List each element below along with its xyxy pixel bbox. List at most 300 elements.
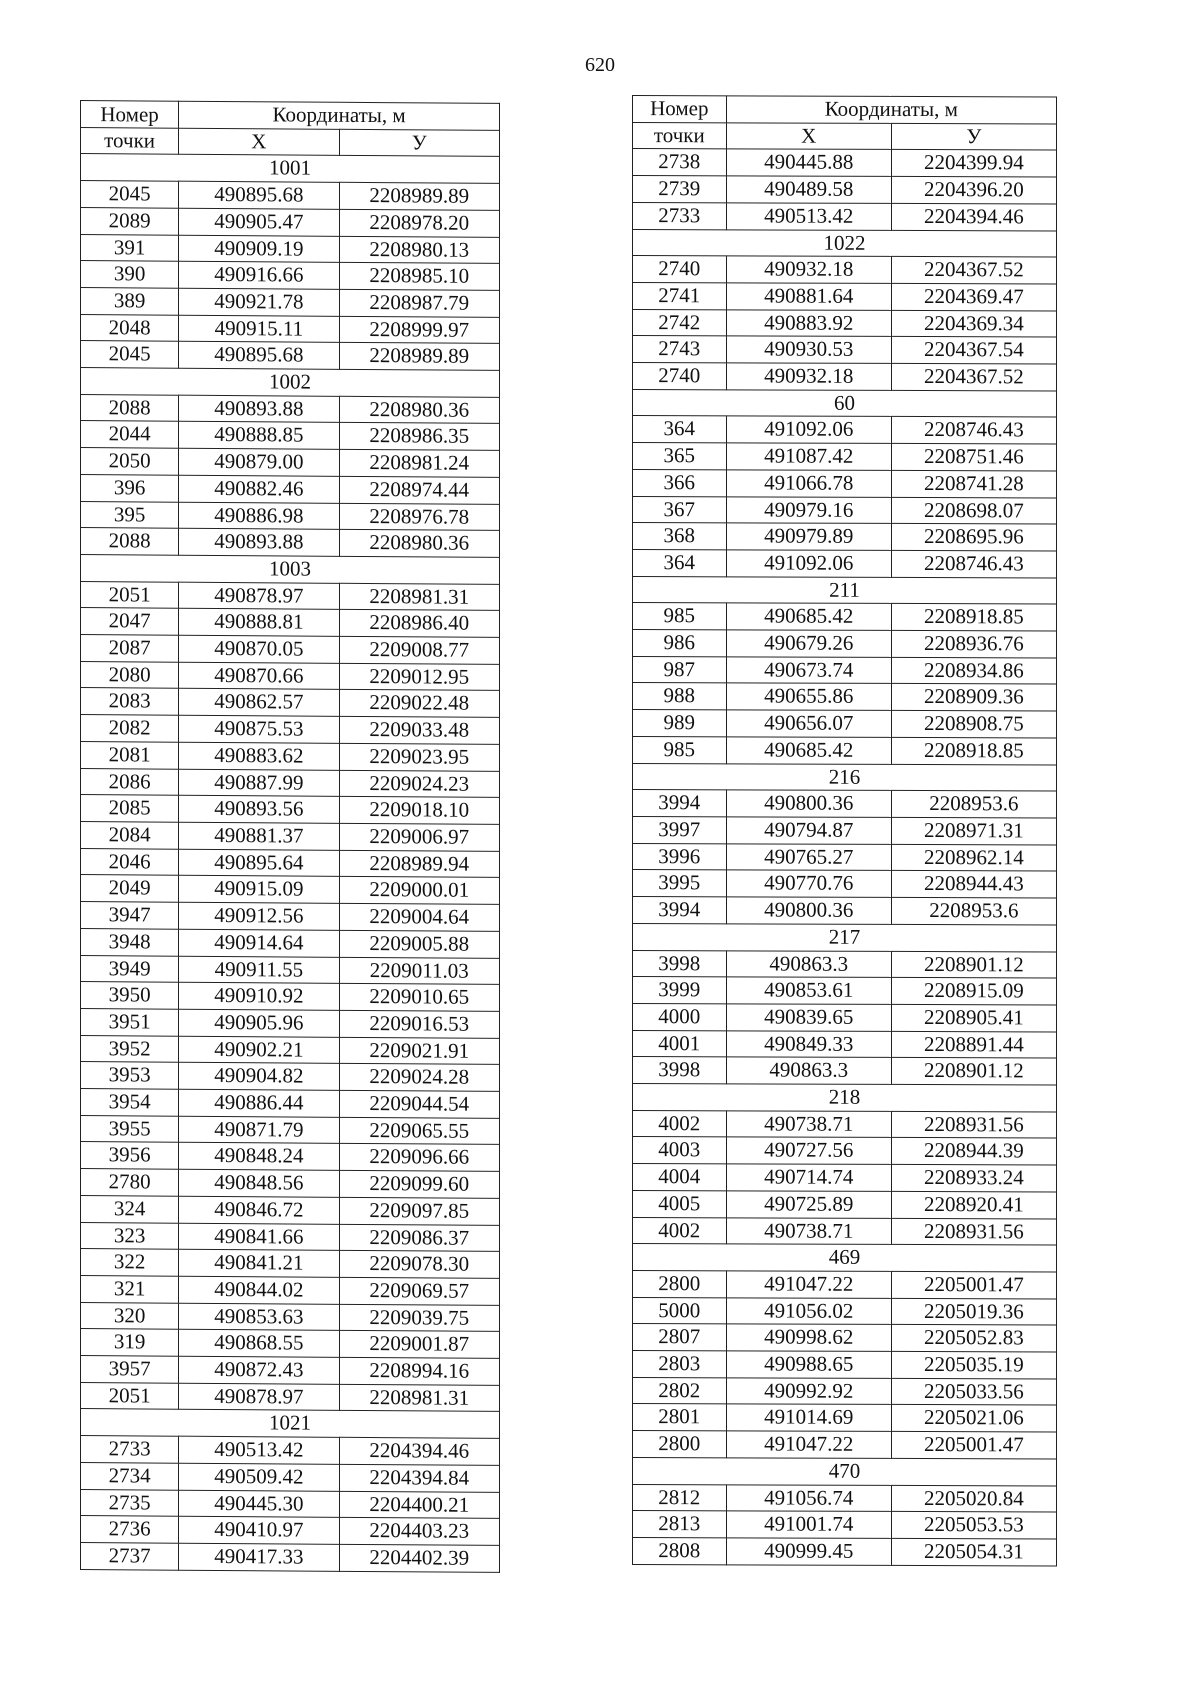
x-coordinate-cell: 490888.85 bbox=[179, 422, 339, 450]
table-row bbox=[81, 635, 500, 665]
y-coordinate-cell: 2205053.53 bbox=[891, 1512, 1056, 1539]
y-coordinate-cell: 2209011.03 bbox=[339, 957, 499, 985]
point-number-cell: 2081 bbox=[81, 741, 179, 768]
table-row bbox=[81, 234, 500, 264]
x-coordinate-cell: 491066.78 bbox=[726, 470, 891, 497]
x-coordinate-cell: 490489.58 bbox=[726, 176, 891, 203]
y-coordinate-cell: 2208980.36 bbox=[339, 396, 499, 424]
point-number-cell: 2733 bbox=[633, 202, 727, 229]
point-number-cell: 2740 bbox=[633, 256, 727, 283]
table-row bbox=[81, 1329, 500, 1359]
point-number-cell: 2734 bbox=[81, 1462, 179, 1489]
y-coordinate-cell: 2208981.31 bbox=[339, 583, 499, 611]
x-coordinate-cell: 490886.98 bbox=[179, 502, 339, 530]
x-coordinate-cell: 490895.64 bbox=[179, 849, 339, 877]
point-number-cell: 2080 bbox=[81, 661, 179, 688]
point-number-cell: 2812 bbox=[633, 1484, 727, 1511]
x-coordinate-cell: 490911.55 bbox=[179, 956, 339, 984]
table-row bbox=[81, 982, 500, 1012]
x-coordinate-cell: 490886.44 bbox=[179, 1089, 339, 1117]
group-row bbox=[81, 1409, 500, 1439]
x-coordinate-cell: 490870.05 bbox=[179, 635, 339, 663]
x-coordinate-cell: 490910.92 bbox=[179, 982, 339, 1010]
group-number: 216 bbox=[633, 763, 1057, 791]
point-number-cell: 987 bbox=[633, 656, 727, 683]
y-coordinate-cell: 2209065.55 bbox=[339, 1117, 499, 1145]
x-coordinate-cell: 490915.11 bbox=[179, 315, 339, 343]
point-number-cell: 2737 bbox=[81, 1542, 179, 1569]
x-coordinate-cell: 490848.24 bbox=[179, 1143, 339, 1171]
y-coordinate-cell: 2209069.57 bbox=[339, 1277, 499, 1305]
x-coordinate-cell: 490881.37 bbox=[179, 822, 339, 850]
table-row bbox=[81, 608, 500, 638]
x-coordinate-cell: 490883.92 bbox=[726, 309, 891, 336]
x-coordinate-cell: 490932.18 bbox=[726, 256, 891, 283]
point-number-cell: 2802 bbox=[633, 1377, 727, 1404]
y-coordinate-cell: 2209078.30 bbox=[339, 1251, 499, 1279]
y-coordinate-cell: 2209018.10 bbox=[339, 797, 499, 825]
point-number-cell: 5000 bbox=[633, 1297, 727, 1324]
table-row bbox=[81, 715, 500, 745]
y-coordinate-cell: 2204394.46 bbox=[339, 1437, 499, 1465]
x-coordinate-cell: 490853.61 bbox=[726, 977, 891, 1004]
y-coordinate-cell: 2209023.95 bbox=[339, 743, 499, 771]
table-row bbox=[81, 1356, 500, 1386]
x-coordinate-cell: 490912.56 bbox=[179, 902, 339, 930]
group-row bbox=[633, 576, 1057, 604]
y-coordinate-cell: 2208981.24 bbox=[339, 449, 499, 477]
table-row bbox=[81, 741, 500, 771]
y-coordinate-cell: 2208901.12 bbox=[891, 1058, 1056, 1085]
y-coordinate-cell: 2209024.28 bbox=[339, 1064, 499, 1092]
table-row bbox=[81, 1542, 500, 1572]
x-coordinate-cell: 490893.88 bbox=[179, 395, 339, 423]
x-coordinate-cell: 490839.65 bbox=[726, 1004, 891, 1031]
y-coordinate-cell: 2209022.48 bbox=[339, 690, 499, 718]
table-row bbox=[633, 1217, 1057, 1245]
point-number-label-line1: Номер bbox=[100, 101, 159, 127]
group-number: 1001 bbox=[81, 154, 500, 184]
x-coordinate-cell: 490871.79 bbox=[179, 1116, 339, 1144]
group-row bbox=[81, 368, 500, 398]
table-row bbox=[633, 1351, 1057, 1379]
point-number-cell: 323 bbox=[81, 1222, 179, 1249]
x-coordinate-cell: 490673.74 bbox=[726, 657, 891, 684]
y-coordinate-cell: 2205020.84 bbox=[891, 1485, 1056, 1512]
point-number-cell: 2045 bbox=[81, 341, 179, 368]
x-coordinate-cell: 490888.81 bbox=[179, 609, 339, 637]
x-coordinate-cell: 490895.68 bbox=[179, 342, 339, 370]
x-coordinate-cell: 490800.36 bbox=[726, 790, 891, 817]
x-coordinate-cell: 490875.53 bbox=[179, 715, 339, 743]
x-coordinate-cell: 490895.68 bbox=[179, 181, 339, 209]
x-coordinate-cell: 490905.47 bbox=[179, 208, 339, 236]
point-number-cell: 2813 bbox=[633, 1511, 727, 1538]
table-row bbox=[81, 1249, 500, 1279]
point-number-cell: 320 bbox=[81, 1302, 179, 1329]
table-row bbox=[633, 363, 1057, 391]
table-row bbox=[633, 496, 1057, 524]
y-coordinate-cell: 2208985.10 bbox=[339, 263, 499, 291]
x-coordinate-cell: 490868.55 bbox=[179, 1330, 339, 1358]
x-coordinate-cell: 490930.53 bbox=[726, 336, 891, 363]
x-coordinate-cell: 490921.78 bbox=[179, 288, 339, 316]
table-row bbox=[633, 897, 1057, 925]
point-number-cell: 3954 bbox=[81, 1089, 179, 1116]
x-coordinate-cell: 490979.89 bbox=[726, 523, 891, 550]
point-number-cell: 2084 bbox=[81, 821, 179, 848]
y-coordinate-cell: 2204367.54 bbox=[891, 337, 1056, 364]
x-coordinate-cell: 490915.09 bbox=[179, 876, 339, 904]
table-row bbox=[81, 474, 500, 504]
y-coordinate-cell: 2204403.23 bbox=[339, 1518, 499, 1546]
table-row bbox=[633, 1484, 1057, 1512]
point-number-cell: 3947 bbox=[81, 902, 179, 929]
point-number-cell: 2800 bbox=[633, 1270, 727, 1297]
x-coordinate-cell: 490727.56 bbox=[726, 1137, 891, 1164]
table-row bbox=[633, 1297, 1057, 1325]
x-coordinate-cell: 490848.56 bbox=[179, 1169, 339, 1197]
point-number-cell: 319 bbox=[81, 1329, 179, 1356]
point-number-cell: 3998 bbox=[633, 950, 727, 977]
point-number-cell: 389 bbox=[81, 287, 179, 314]
table-row bbox=[81, 314, 500, 344]
group-number: 1021 bbox=[81, 1409, 500, 1439]
table-row bbox=[81, 1195, 500, 1225]
table-row bbox=[81, 1115, 500, 1145]
table-row bbox=[633, 1270, 1057, 1298]
y-coordinate-cell: 2209033.48 bbox=[339, 716, 499, 744]
group-row bbox=[633, 763, 1057, 791]
x-coordinate-cell: 490883.62 bbox=[179, 742, 339, 770]
table-row bbox=[81, 1489, 500, 1519]
point-number-cell: 2086 bbox=[81, 768, 179, 795]
table-row bbox=[81, 394, 500, 424]
point-number-cell: 2743 bbox=[633, 336, 727, 363]
table-row bbox=[81, 1142, 500, 1172]
y-coordinate-cell: 2209021.91 bbox=[339, 1037, 499, 1065]
y-header: У bbox=[891, 123, 1056, 150]
point-number-cell: 3953 bbox=[81, 1062, 179, 1089]
y-coordinate-cell: 2209000.01 bbox=[339, 877, 499, 905]
x-coordinate-cell: 491056.02 bbox=[726, 1297, 891, 1324]
table-row bbox=[81, 928, 500, 958]
y-coordinate-cell: 2204367.52 bbox=[891, 257, 1056, 284]
y-header: У bbox=[339, 129, 499, 157]
table-row bbox=[633, 149, 1057, 177]
table-row bbox=[633, 1164, 1057, 1192]
x-coordinate-cell: 490881.64 bbox=[726, 283, 891, 310]
point-number-cell: 3950 bbox=[81, 982, 179, 1009]
table-row bbox=[81, 207, 500, 237]
point-number-cell: 2800 bbox=[633, 1431, 727, 1458]
y-coordinate-cell: 2208909.36 bbox=[891, 684, 1056, 711]
point-number-cell: 3997 bbox=[633, 816, 727, 843]
table-row bbox=[633, 1190, 1057, 1218]
x-coordinate-cell: 490887.99 bbox=[179, 769, 339, 797]
point-number-cell: 985 bbox=[633, 603, 727, 630]
group-row bbox=[633, 389, 1057, 417]
y-coordinate-cell: 2208746.43 bbox=[891, 550, 1056, 577]
group-row bbox=[633, 923, 1057, 951]
y-coordinate-cell: 2205001.47 bbox=[891, 1271, 1056, 1298]
point-number-cell: 4002 bbox=[633, 1217, 727, 1244]
table-row bbox=[633, 843, 1057, 871]
x-coordinate-cell: 490679.26 bbox=[726, 630, 891, 657]
x-coordinate-cell: 490932.18 bbox=[726, 363, 891, 390]
table-row bbox=[633, 176, 1057, 204]
point-number-cell: 395 bbox=[81, 501, 179, 528]
point-number-cell: 4003 bbox=[633, 1137, 727, 1164]
point-number-cell: 3956 bbox=[81, 1142, 179, 1169]
group-row bbox=[81, 154, 500, 184]
x-coordinate-cell: 490685.42 bbox=[726, 603, 891, 630]
y-coordinate-cell: 2209008.77 bbox=[339, 636, 499, 664]
y-coordinate-cell: 2209016.53 bbox=[339, 1010, 499, 1038]
point-number-cell: 365 bbox=[633, 443, 727, 470]
point-number-cell: 2082 bbox=[81, 715, 179, 742]
x-coordinate-cell: 490853.63 bbox=[179, 1303, 339, 1331]
y-coordinate-cell: 2208933.24 bbox=[891, 1165, 1056, 1192]
y-coordinate-cell: 2205001.47 bbox=[891, 1432, 1056, 1459]
x-coordinate-cell: 490893.88 bbox=[179, 528, 339, 556]
table-row bbox=[633, 1137, 1057, 1165]
point-number-cell: 322 bbox=[81, 1249, 179, 1276]
y-coordinate-cell: 2208987.79 bbox=[339, 289, 499, 317]
point-number-header-line2: точки bbox=[81, 127, 179, 154]
y-coordinate-cell: 2208980.36 bbox=[339, 530, 499, 558]
point-number-cell: 4000 bbox=[633, 1003, 727, 1030]
point-number-cell: 2089 bbox=[81, 207, 179, 234]
y-coordinate-cell: 2209044.54 bbox=[339, 1090, 499, 1118]
y-coordinate-cell: 2208986.35 bbox=[339, 423, 499, 451]
table-row bbox=[81, 795, 500, 825]
y-coordinate-cell: 2209012.95 bbox=[339, 663, 499, 691]
x-header: X bbox=[179, 128, 339, 156]
x-coordinate-cell: 490841.21 bbox=[179, 1249, 339, 1277]
table-row bbox=[81, 848, 500, 878]
group-number: 1003 bbox=[81, 554, 500, 584]
point-number-cell: 2803 bbox=[633, 1351, 727, 1378]
table-row bbox=[633, 1030, 1057, 1058]
table-row bbox=[633, 1511, 1057, 1539]
table-row bbox=[81, 261, 500, 291]
y-coordinate-cell: 2208962.14 bbox=[891, 844, 1056, 871]
y-coordinate-cell: 2209024.23 bbox=[339, 770, 499, 798]
point-number-cell: 989 bbox=[633, 710, 727, 737]
table-row bbox=[81, 768, 500, 798]
table-row bbox=[81, 821, 500, 851]
y-coordinate-cell: 2208986.40 bbox=[339, 610, 499, 638]
y-coordinate-cell: 2208934.86 bbox=[891, 657, 1056, 684]
table-row bbox=[81, 1462, 500, 1492]
x-coordinate-cell: 491014.69 bbox=[726, 1404, 891, 1431]
table-row bbox=[81, 688, 500, 718]
y-coordinate-cell: 2209001.87 bbox=[339, 1331, 499, 1359]
point-number-cell: 3949 bbox=[81, 955, 179, 982]
point-number-cell: 2088 bbox=[81, 394, 179, 421]
x-coordinate-cell: 490738.71 bbox=[726, 1217, 891, 1244]
x-coordinate-cell: 490992.92 bbox=[726, 1378, 891, 1405]
table-row bbox=[633, 816, 1057, 844]
x-coordinate-cell: 490905.96 bbox=[179, 1009, 339, 1037]
x-coordinate-cell: 490863.3 bbox=[726, 1057, 891, 1084]
table-row bbox=[633, 1404, 1057, 1432]
table-row bbox=[633, 790, 1057, 818]
y-coordinate-cell: 2208698.07 bbox=[891, 497, 1056, 524]
table-row bbox=[633, 736, 1057, 764]
y-coordinate-cell: 2205035.19 bbox=[891, 1351, 1056, 1378]
table-row bbox=[633, 549, 1057, 577]
x-coordinate-cell: 490878.97 bbox=[179, 1383, 339, 1411]
table-row bbox=[633, 656, 1057, 684]
point-number-cell: 3957 bbox=[81, 1356, 179, 1383]
table-row bbox=[633, 870, 1057, 898]
y-coordinate-cell: 2209086.37 bbox=[339, 1224, 499, 1252]
point-number-cell: 364 bbox=[633, 416, 727, 443]
table-row bbox=[633, 630, 1057, 658]
table-row bbox=[81, 1222, 500, 1252]
x-coordinate-cell: 490794.87 bbox=[726, 817, 891, 844]
point-number-header bbox=[633, 96, 727, 123]
y-coordinate-cell: 2208918.85 bbox=[891, 737, 1056, 764]
coordinates-table-left bbox=[80, 100, 500, 1573]
x-coordinate-cell: 490513.42 bbox=[179, 1436, 339, 1464]
y-coordinate-cell: 2204400.21 bbox=[339, 1491, 499, 1519]
y-coordinate-cell: 2208751.46 bbox=[891, 444, 1056, 471]
point-number-cell: 2780 bbox=[81, 1169, 179, 1196]
group-number: 470 bbox=[633, 1457, 1057, 1485]
x-coordinate-cell: 490862.57 bbox=[179, 689, 339, 717]
x-coordinate-cell: 490878.97 bbox=[179, 582, 339, 610]
table-row bbox=[81, 875, 500, 905]
point-number-cell: 2738 bbox=[633, 149, 727, 176]
x-coordinate-cell: 490998.62 bbox=[726, 1324, 891, 1351]
x-coordinate-cell: 490979.16 bbox=[726, 496, 891, 523]
x-coordinate-cell: 490909.19 bbox=[179, 235, 339, 263]
x-coordinate-cell: 491047.22 bbox=[726, 1431, 891, 1458]
point-number-cell: 2045 bbox=[81, 181, 179, 208]
point-number-cell: 2047 bbox=[81, 608, 179, 635]
table-row bbox=[81, 1302, 500, 1332]
point-number-cell: 364 bbox=[633, 549, 727, 576]
x-coordinate-cell: 490882.46 bbox=[179, 475, 339, 503]
point-number-cell: 988 bbox=[633, 683, 727, 710]
point-number-cell: 2051 bbox=[81, 581, 179, 608]
point-number-cell: 2807 bbox=[633, 1324, 727, 1351]
x-header: X bbox=[726, 123, 891, 150]
point-number-cell: 2736 bbox=[81, 1516, 179, 1543]
point-number-cell: 2735 bbox=[81, 1489, 179, 1516]
point-number-cell: 3996 bbox=[633, 843, 727, 870]
point-number-cell: 391 bbox=[81, 234, 179, 261]
table-row bbox=[81, 1275, 500, 1305]
group-number: 217 bbox=[633, 923, 1057, 951]
table-row bbox=[633, 309, 1057, 337]
y-coordinate-cell: 2205052.83 bbox=[891, 1325, 1056, 1352]
table-row bbox=[633, 282, 1057, 310]
y-coordinate-cell: 2209096.66 bbox=[339, 1144, 499, 1172]
point-number-cell: 2044 bbox=[81, 421, 179, 448]
x-coordinate-cell: 490656.07 bbox=[726, 710, 891, 737]
y-coordinate-cell: 2205033.56 bbox=[891, 1378, 1056, 1405]
y-coordinate-cell: 2209039.75 bbox=[339, 1304, 499, 1332]
point-number-cell: 2051 bbox=[81, 1382, 179, 1409]
point-number-cell: 3994 bbox=[633, 790, 727, 817]
group-number: 469 bbox=[633, 1244, 1057, 1272]
point-number-cell: 2048 bbox=[81, 314, 179, 341]
y-coordinate-cell: 2209006.97 bbox=[339, 823, 499, 851]
y-coordinate-cell: 2208920.41 bbox=[891, 1191, 1056, 1218]
point-number-cell: 2808 bbox=[633, 1537, 727, 1564]
y-coordinate-cell: 2208989.89 bbox=[339, 182, 499, 210]
y-coordinate-cell: 2205019.36 bbox=[891, 1298, 1056, 1325]
x-coordinate-cell: 490410.97 bbox=[179, 1516, 339, 1544]
point-number-cell: 2739 bbox=[633, 176, 727, 203]
group-number: 211 bbox=[633, 576, 1057, 604]
y-coordinate-cell: 2208981.31 bbox=[339, 1384, 499, 1412]
point-number-cell: 367 bbox=[633, 496, 727, 523]
x-coordinate-cell: 490800.36 bbox=[726, 897, 891, 924]
table-row bbox=[633, 1431, 1057, 1459]
y-coordinate-cell: 2208971.31 bbox=[891, 817, 1056, 844]
point-number-cell: 4005 bbox=[633, 1190, 727, 1217]
point-number-cell: 986 bbox=[633, 630, 727, 657]
point-number-cell: 390 bbox=[81, 261, 179, 288]
y-coordinate-cell: 2204394.46 bbox=[891, 203, 1056, 230]
y-coordinate-cell: 2204402.39 bbox=[339, 1544, 499, 1572]
table-row bbox=[81, 181, 500, 211]
x-coordinate-cell: 491087.42 bbox=[726, 443, 891, 470]
point-number-cell: 3955 bbox=[81, 1115, 179, 1142]
y-coordinate-cell: 2208944.39 bbox=[891, 1138, 1056, 1165]
y-coordinate-cell: 2204394.84 bbox=[339, 1464, 499, 1492]
table-row bbox=[633, 336, 1057, 364]
point-number-cell: 4001 bbox=[633, 1030, 727, 1057]
table-row bbox=[81, 1062, 500, 1092]
y-coordinate-cell: 2208989.94 bbox=[339, 850, 499, 878]
table-row bbox=[633, 710, 1057, 738]
point-number-cell: 2085 bbox=[81, 795, 179, 822]
table-row bbox=[633, 1003, 1057, 1031]
x-coordinate-cell: 490445.30 bbox=[179, 1490, 339, 1518]
x-coordinate-cell: 490725.89 bbox=[726, 1191, 891, 1218]
table-row bbox=[633, 443, 1057, 471]
table-row bbox=[633, 202, 1057, 230]
point-number-cell: 3999 bbox=[633, 977, 727, 1004]
y-coordinate-cell: 2209010.65 bbox=[339, 984, 499, 1012]
y-coordinate-cell: 2208953.6 bbox=[891, 791, 1056, 818]
x-coordinate-cell: 490738.71 bbox=[726, 1111, 891, 1138]
y-coordinate-cell: 2208891.44 bbox=[891, 1031, 1056, 1058]
x-coordinate-cell: 491056.74 bbox=[726, 1484, 891, 1511]
x-coordinate-cell: 490846.72 bbox=[179, 1196, 339, 1224]
group-row bbox=[633, 1084, 1057, 1112]
point-number-cell: 2088 bbox=[81, 528, 179, 555]
point-number-cell: 2050 bbox=[81, 448, 179, 475]
x-coordinate-cell: 490714.74 bbox=[726, 1164, 891, 1191]
table-row bbox=[81, 1516, 500, 1546]
table-row bbox=[633, 1377, 1057, 1405]
y-coordinate-cell: 2209097.85 bbox=[339, 1197, 499, 1225]
point-number-cell: 368 bbox=[633, 523, 727, 550]
table-row bbox=[81, 1436, 500, 1466]
group-row bbox=[633, 1457, 1057, 1485]
x-coordinate-cell: 491092.06 bbox=[726, 416, 891, 443]
x-coordinate-cell: 490765.27 bbox=[726, 844, 891, 871]
table-row bbox=[633, 1324, 1057, 1352]
table-row bbox=[81, 581, 500, 611]
